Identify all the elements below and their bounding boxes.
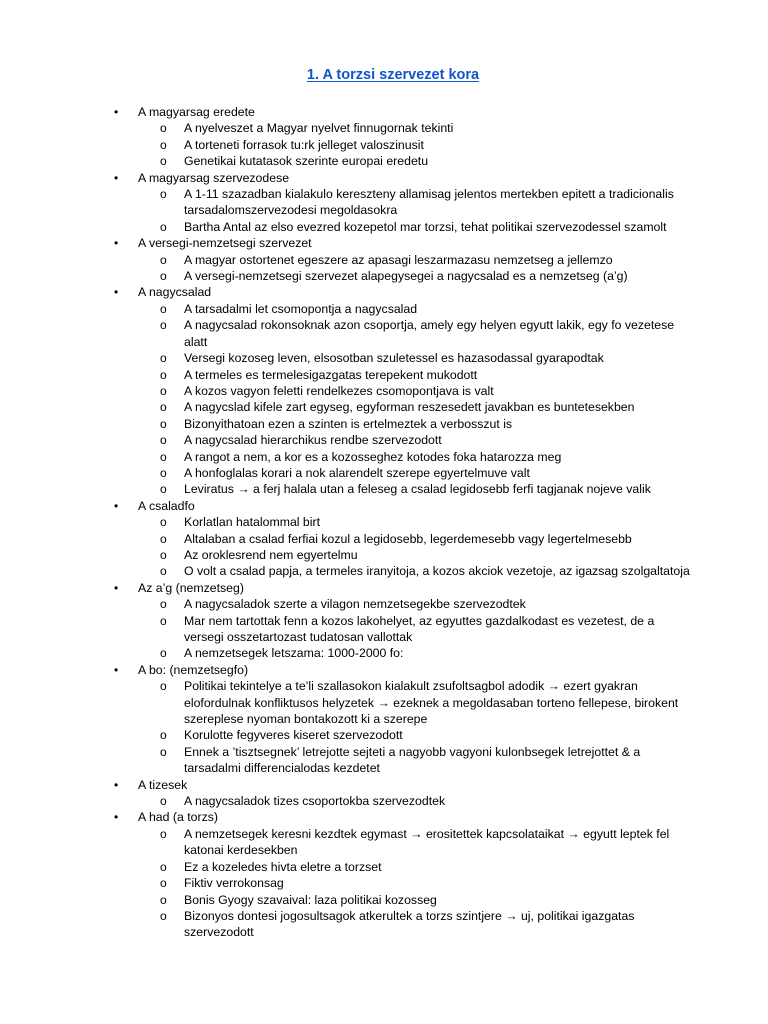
subitem-text: A kozos vagyon feletti rendelkezes csomopontjava is valt — [184, 383, 494, 398]
bullet-circle-icon: o — [160, 187, 167, 202]
outline-subitem — [160, 432, 768, 448]
subitem-text: Ennek a ’tisztsegnek’ letrejotte sejteti a nagyobb vagyoni kulonbsegek letrejottet & a tarsadalmi differencialodas kezdetet — [184, 744, 641, 776]
section-heading: Az a’g (nemzetseg) — [138, 580, 244, 595]
subitem-text: A termeles es termelesigazgatas terepekent mukodott — [184, 367, 478, 382]
subitem-list — [138, 793, 768, 809]
subitem-text: A nemzetsegek letszama: 1000-2000 fo: — [184, 646, 404, 661]
subitem-list — [138, 301, 768, 498]
bullet-circle-icon: o — [160, 515, 167, 530]
bullet-circle-icon: o — [160, 351, 167, 366]
subitem-text: A nagycslad kifele zart egyseg, egyforman reszesedett javakban es buntetesekben — [184, 400, 635, 415]
outline-subitem — [160, 481, 768, 497]
bullet-circle-icon: o — [160, 367, 167, 382]
bullet-circle-icon: o — [160, 416, 167, 431]
bullet-circle-icon: o — [160, 597, 167, 612]
subitem-text: A magyar ostortenet egeszere az apasagi leszarmazasu nemzetseg a jellemzo — [184, 252, 613, 267]
outline-section — [0, 170, 768, 236]
bullet-disc-icon: • — [114, 498, 119, 513]
section-heading: A bo: (nemzetsegfo) — [138, 662, 249, 677]
outline-subitem — [160, 449, 768, 465]
bullet-circle-icon: o — [160, 564, 167, 579]
bullet-disc-icon: • — [114, 580, 119, 595]
bullet-circle-icon: o — [160, 892, 167, 907]
bullet-circle-icon: o — [160, 876, 167, 891]
bullet-circle-icon: o — [160, 679, 167, 694]
outline-subitem — [160, 137, 768, 153]
subitem-text: O volt a csalad papja, a termeles iranyitoja, a kozos akciok vezetoje, az igazsag szolgaltatoja — [184, 564, 690, 579]
bullet-circle-icon: o — [160, 728, 167, 743]
outline-section — [0, 498, 768, 580]
section-heading: A magyarsag szervezodese — [138, 170, 290, 185]
document-title: 1. A torzsi szervezet kora — [306, 67, 480, 83]
subitem-list — [138, 186, 768, 235]
outline-subitem — [160, 645, 768, 661]
subitem-text: A versegi-nemzetsegi szervezet alapegysegei a nagycsalad es a nemzetseg (a’g) — [184, 269, 628, 284]
bullet-circle-icon: o — [160, 482, 167, 497]
outline-subitem — [160, 120, 768, 136]
outline-subitem — [160, 875, 768, 891]
subitem-text: A nagycsaladok tizes csoportokba szervezodtek — [184, 794, 446, 809]
outline-section — [0, 104, 768, 170]
bullet-circle-icon: o — [160, 400, 167, 415]
section-heading: A versegi-nemzetsegi szervezet — [138, 236, 312, 251]
outline-subitem — [160, 383, 768, 399]
bullet-circle-icon: o — [160, 826, 167, 841]
bullet-circle-icon: o — [160, 449, 167, 464]
outline-subitem — [160, 186, 768, 219]
bullet-disc-icon: • — [114, 105, 119, 119]
outline-subitem — [160, 465, 768, 481]
bullet-disc-icon: • — [114, 285, 119, 300]
bullet-circle-icon: o — [160, 744, 167, 759]
outline-subitem — [160, 563, 768, 579]
bullet-circle-icon: o — [160, 465, 167, 480]
bullet-circle-icon: o — [160, 646, 167, 661]
subitem-text: A nemzetsegek keresni kezdtek egymast → erositettek kapcsolataikat → egyutt leptek fel katonai kerdesekben — [184, 826, 670, 858]
outline-subitem — [160, 596, 768, 612]
outline-section — [0, 809, 768, 940]
bullet-circle-icon: o — [160, 531, 167, 546]
section-heading: A nagycsalad — [138, 285, 212, 300]
outline-list — [0, 104, 768, 941]
bullet-disc-icon: • — [114, 777, 119, 792]
bullet-circle-icon: o — [160, 908, 167, 923]
outline-subitem — [160, 892, 768, 908]
bullet-circle-icon: o — [160, 859, 167, 874]
subitem-list — [138, 826, 768, 941]
subitem-text: Bizonyos dontesi jogosultsagok atkerultek a torzs szintjere → uj, politikai igazgatas szervezodott — [184, 908, 635, 940]
subitem-list — [138, 678, 768, 776]
subitem-text: A nagycsaladok szerte a vilagon nemzetsegekbe szervezodtek — [184, 597, 526, 612]
outline-section — [0, 284, 768, 497]
subitem-text: Korlatlan hatalommal birt — [184, 515, 321, 530]
subitem-text: A honfoglalas korari a nok alarendelt szerepe egyertelmuve valt — [184, 465, 530, 480]
subitem-text: Leviratus → a ferj halala utan a feleseg a csalad legidosebb ferfi tagjanak nojeve valik — [184, 482, 651, 497]
bullet-circle-icon: o — [160, 219, 167, 234]
subitem-text: Bartha Antal az elso evezred kozepetol mar torzsi, tehat politikai szervezodessel szamolt — [184, 219, 667, 234]
subitem-text: Versegi kozoseg leven, elsosotban szuletessel es hazasodassal gyarapodtak — [184, 351, 604, 366]
subitem-text: Az oroklesrend nem egyertelmu — [184, 547, 358, 562]
outline-section — [0, 777, 768, 810]
subitem-text: A torteneti forrasok tu:rk jelleget valoszinusit — [184, 137, 424, 152]
subitem-text: Altalaban a csalad ferfiai kozul a legidosebb, legerdemesebb vagy legertelmesebb — [184, 531, 632, 546]
outline-subitem — [160, 350, 768, 366]
outline-subitem — [160, 416, 768, 432]
bullet-circle-icon: o — [160, 252, 167, 267]
subitem-list — [138, 514, 768, 580]
section-heading: A magyarsag eredete — [138, 105, 255, 119]
subitem-text: Mar nem tartottak fenn a kozos lakohelyet, az egyuttes gazdalkodast es vezetest, de a versegi osszetartozast tudatosan vallottak — [184, 613, 655, 644]
outline-subitem — [160, 793, 768, 809]
subitem-text: Bonis Gyogy szavaival: laza politikai kozosseg — [184, 892, 437, 907]
bullet-circle-icon: o — [160, 301, 167, 316]
outline-subitem — [160, 514, 768, 530]
subitem-list — [138, 120, 768, 169]
outline-subitem — [160, 547, 768, 563]
subitem-text: A nagycsalad hierarchikus rendbe szervezodott — [184, 433, 442, 448]
bullet-circle-icon: o — [160, 383, 167, 398]
outline-subitem — [160, 367, 768, 383]
subitem-text: A 1-11 szazadban kialakulo kereszteny allamisag jelentos mertekben epitett a tradicionalis tarsadalomszervezodesi megoldasokra — [184, 187, 674, 218]
outline-subitem — [160, 219, 768, 235]
bullet-disc-icon: • — [114, 236, 119, 251]
subitem-text: A rangot a nem, a kor es a kozosseghez kotodes foka hatarozza meg — [184, 449, 562, 464]
subitem-text: Bizonyithatoan ezen a szinten is ertelmeztek a verbosszut is — [184, 416, 513, 431]
subitem-text: Ez a kozeledes hivta eletre a torzset — [184, 859, 382, 874]
bullet-circle-icon: o — [160, 613, 167, 628]
subitem-list — [138, 596, 768, 662]
outline-subitem — [160, 727, 768, 743]
outline-subitem — [160, 268, 768, 284]
outline-subitem — [160, 317, 768, 350]
bullet-circle-icon: o — [160, 137, 167, 152]
outline-subitem — [160, 153, 768, 169]
bullet-circle-icon: o — [160, 154, 167, 169]
bullet-circle-icon: o — [160, 318, 167, 333]
bullet-circle-icon: o — [160, 794, 167, 809]
outline-subitem — [160, 531, 768, 547]
outline-subitem — [160, 826, 768, 859]
subitem-list — [138, 252, 768, 285]
bullet-disc-icon: • — [114, 810, 119, 825]
outline-subitem — [160, 908, 768, 941]
section-heading: A csaladfo — [138, 498, 195, 513]
subitem-text: A nagycsalad rokonsoknak azon csoportja, amely egy helyen egyutt lakik, egy fo vezetese alatt — [184, 318, 675, 349]
bullet-circle-icon: o — [160, 121, 167, 136]
outline-subitem — [160, 744, 768, 777]
subitem-text: A nyelveszet a Magyar nyelvet finnugornak tekinti — [184, 121, 454, 136]
bullet-disc-icon: • — [114, 170, 119, 185]
subitem-text: Korulotte fegyveres kiseret szervezodott — [184, 728, 403, 743]
section-heading: A had (a torzs) — [138, 810, 218, 825]
outline-subitem — [160, 613, 768, 646]
outline-subitem — [160, 252, 768, 268]
outline-subitem — [160, 399, 768, 415]
bullet-circle-icon: o — [160, 269, 167, 284]
subitem-text: Politikai tekintelye a te’li szallasokon kialakult zsufoltsagbol adodik → ezert gyakran elofordulnak konfliktusos helyzetek → ezeknek a megoldasaban torteno fellepese, birokent szereplese nyoman bontakozott ki a szerepe — [184, 679, 679, 727]
subitem-text: Fiktiv verrokonsag — [184, 876, 284, 891]
bullet-circle-icon: o — [160, 433, 167, 448]
outline-subitem — [160, 678, 768, 727]
outline-subitem — [160, 301, 768, 317]
subitem-text: Genetikai kutatasok szerinte europai eredetu — [184, 154, 429, 169]
subitem-text: A tarsadalmi let csomopontja a nagycsalad — [184, 301, 418, 316]
outline-section — [0, 580, 768, 662]
bullet-disc-icon: • — [114, 662, 119, 677]
outline-subitem — [160, 859, 768, 875]
section-heading: A tizesek — [138, 777, 188, 792]
outline-section — [0, 235, 768, 284]
bullet-circle-icon: o — [160, 547, 167, 562]
outline-section — [0, 662, 768, 777]
